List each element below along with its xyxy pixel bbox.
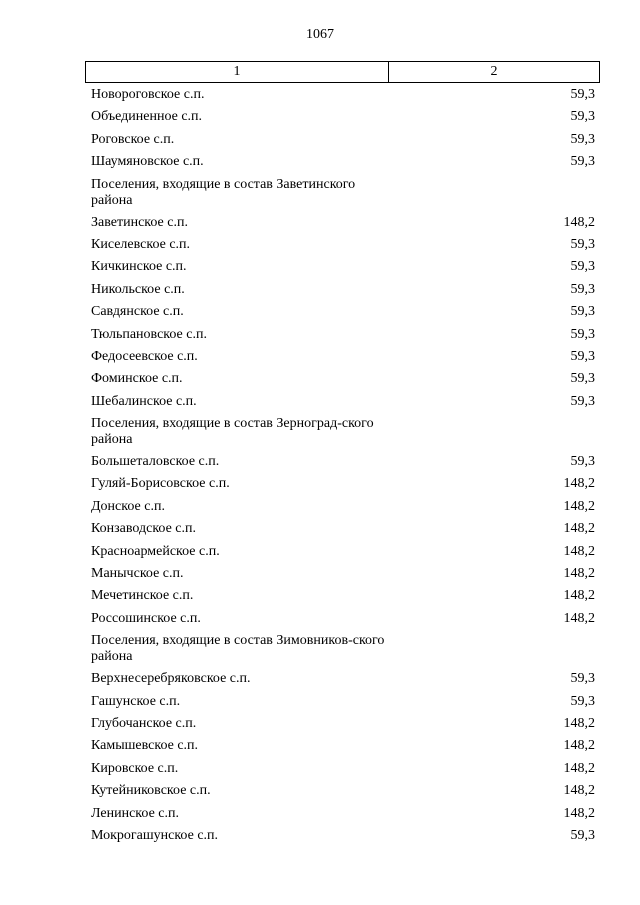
table-row	[91, 668, 595, 690]
settlement-name: Шебалинское с.п.	[91, 393, 197, 409]
settlement-name: Россошинское с.п.	[91, 610, 201, 626]
table-group-heading	[91, 630, 595, 668]
column-header-1: 1	[86, 62, 389, 82]
settlement-value: 148,2	[563, 783, 595, 799]
settlement-name: Красноармейское с.п.	[91, 543, 220, 559]
settlement-value: 148,2	[563, 738, 595, 754]
table-row	[91, 758, 595, 780]
settlement-name: Заветинское с.п.	[91, 214, 188, 230]
settlement-name: Кутейниковское с.п.	[91, 783, 211, 799]
settlement-name: Савдянское с.п.	[91, 304, 184, 320]
table-row	[91, 234, 595, 256]
table-row	[91, 563, 595, 585]
settlement-value: 59,3	[570, 304, 595, 320]
column-header-2: 2	[490, 64, 498, 79]
settlement-value: 148,2	[563, 588, 595, 604]
settlement-name: Фоминское с.п.	[91, 371, 183, 387]
settlement-value: 59,3	[570, 87, 595, 102]
settlement-name: Кировское с.п.	[91, 760, 179, 776]
settlement-name: Кичкинское с.п.	[91, 259, 187, 275]
settlement-value: 59,3	[570, 671, 595, 687]
settlement-name: Тюльпановское с.п.	[91, 326, 207, 342]
settlement-value: 59,3	[570, 259, 595, 275]
settlement-value: 59,3	[570, 371, 595, 387]
settlement-value: 59,3	[570, 393, 595, 409]
settlement-value: 148,2	[563, 566, 595, 582]
settlement-name: Конзаводское с.п.	[91, 521, 197, 537]
settlement-name: Верхнесеребряковское с.п.	[91, 671, 251, 687]
settlement-value: 59,3	[570, 348, 595, 364]
table-row	[91, 735, 595, 757]
settlement-name: Новороговское с.п.	[91, 87, 205, 102]
settlement-value: 148,2	[563, 715, 595, 731]
table-row	[91, 608, 595, 630]
settlement-value: 148,2	[563, 610, 595, 626]
settlement-name: Шаумяновское с.п.	[91, 154, 204, 170]
settlement-name: Киселевское с.п.	[91, 236, 191, 252]
settlement-name: Донское с.п.	[91, 498, 165, 514]
table-row	[91, 825, 595, 847]
settlement-value: 59,3	[570, 693, 595, 709]
settlement-name: Ленинское с.п.	[91, 805, 179, 821]
table-header	[85, 61, 600, 83]
page-number: 1067	[306, 27, 334, 42]
settlement-name: Мечетинское с.п.	[91, 588, 194, 604]
settlement-value: 59,3	[570, 131, 595, 147]
settlement-value: 59,3	[570, 236, 595, 252]
settlement-value: 59,3	[570, 827, 595, 843]
table-row	[91, 691, 595, 713]
table-row	[91, 803, 595, 825]
settlement-value: 148,2	[563, 760, 595, 776]
settlement-value: 148,2	[563, 214, 595, 230]
settlement-name: Гуляй-Борисовское с.п.	[91, 476, 230, 492]
table-row	[91, 451, 595, 473]
table-row	[91, 496, 595, 518]
settlement-value: 148,2	[563, 805, 595, 821]
settlement-name: Поселения, входящие в состав Заветинского района	[91, 176, 356, 208]
settlement-name: Объединенное с.п.	[91, 109, 203, 125]
table-row	[91, 780, 595, 802]
table-row	[91, 368, 595, 390]
table-row	[91, 473, 595, 495]
settlement-value: 148,2	[563, 543, 595, 559]
table-row	[91, 518, 595, 540]
settlement-value: 59,3	[570, 281, 595, 297]
table-row	[91, 129, 595, 151]
table-row	[91, 391, 595, 413]
settlement-name: Роговское с.п.	[91, 131, 175, 147]
table-group-heading	[91, 413, 595, 451]
table-row	[91, 346, 595, 368]
settlement-name: Камышевское с.п.	[91, 738, 199, 754]
settlement-name: Глубочанское с.п.	[91, 715, 197, 731]
table-row	[91, 585, 595, 607]
table-row	[91, 106, 595, 128]
settlement-value: 59,3	[570, 454, 595, 470]
settlement-value: 148,2	[563, 476, 595, 492]
table-row	[91, 84, 595, 106]
table-body	[91, 84, 595, 847]
settlement-value: 148,2	[563, 521, 595, 537]
table-row	[91, 324, 595, 346]
settlement-value: 59,3	[570, 154, 595, 170]
settlement-name: Федосеевское с.п.	[91, 348, 198, 364]
table-group-heading	[91, 174, 595, 212]
settlement-name: Никольское с.п.	[91, 281, 185, 297]
settlement-name: Поселения, входящие в состав Зимовников-ского района	[91, 633, 385, 665]
table-row	[91, 256, 595, 278]
settlement-name: Гашунское с.п.	[91, 693, 181, 709]
table-row	[91, 279, 595, 301]
table-row	[91, 151, 595, 173]
settlement-value: 59,3	[570, 109, 595, 125]
settlement-value: 59,3	[570, 326, 595, 342]
settlement-name: Манычское с.п.	[91, 566, 184, 582]
settlement-name: Большеталовское с.п.	[91, 454, 220, 470]
settlement-name: Мокрогашунское с.п.	[91, 827, 219, 843]
settlement-name: Поселения, входящие в состав Зерноград-ского района	[91, 416, 374, 448]
table-row	[91, 541, 595, 563]
table-row	[91, 301, 595, 323]
table-row	[91, 713, 595, 735]
settlement-value: 148,2	[563, 498, 595, 514]
table-row	[91, 212, 595, 234]
